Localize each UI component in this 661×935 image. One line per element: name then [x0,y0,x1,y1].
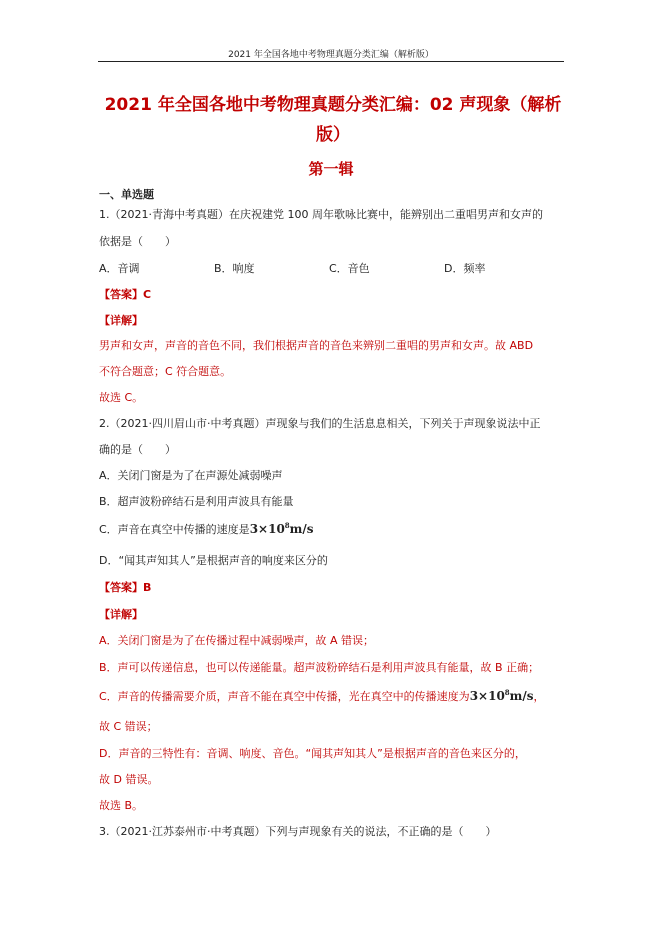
q1-option-b: B．响度 [214,262,255,275]
document-title-line1: 2021 年全国各地中考物理真题分类汇编：02 声现象（解析 [104,95,562,115]
page-header: 2021 年全国各地中考物理真题分类汇编（解析版） [228,50,434,60]
q3-stem-line1: 3.（2021·江苏泰州市·中考真题）下列与声现象有关的说法，不正确的是（ ） [99,825,497,838]
q2-detail-d-line2: 故 D 错误。 [99,773,159,786]
q2-detail-c-line2: 故 C 错误； [99,720,158,733]
document-title-line2: 版） [316,125,350,145]
q2-option-c-formula-base: 3×10 [249,522,285,536]
q2-answer: 【答案】B [99,581,152,594]
q1-detail-label: 【详解】 [99,314,143,327]
q2-detail-label: 【详解】 [99,608,143,621]
q2-detail-c-formula-unit: m/s [509,689,534,703]
document-subtitle: 第一辑 [308,160,354,178]
q2-detail-a: A．关闭门窗是为了在传播过程中减弱噪声，故 A 错误； [99,634,375,647]
q1-stem-line1: 1.（2021·青海中考真题）在庆祝建党 100 周年歌咏比赛中，能辨别出二重唱男声和女声的 [99,208,543,221]
header-rule [98,61,564,62]
q2-option-b: B．超声波粉碎结石是利用声波具有能量 [99,495,294,508]
q2-option-d: D．“闻其声知其人”是根据声音的响度来区分的 [99,554,328,567]
q1-stem-line2: 依据是（ ） [99,235,176,248]
q1-detail-line2: 不符合题意；C 符合题意。 [99,365,232,378]
q2-detail-b: B．声可以传递信息，也可以传递能量。超声波粉碎结石是利用声波具有能量，故 B 正确； [99,661,540,674]
q2-detail-c-formula [470,689,534,703]
q1-options [99,260,559,276]
q2-stem-line2: 确的是（ ） [99,443,176,456]
q1-conclusion: 故选 C。 [99,391,144,404]
q1-option-c: C．音色 [329,262,370,275]
q1-answer: 【答案】C [99,288,152,301]
q2-detail-c [99,688,545,704]
q2-option-c-formula-unit: m/s [289,522,314,536]
q2-option-a: A．关闭门窗是为了在声源处减弱噪声 [99,469,283,482]
q2-detail-c-text: C．声音的传播需要介质，声音不能在真空中传播，光在真空中的传播速度为 [99,690,470,703]
q2-conclusion: 故选 B。 [99,799,144,812]
q1-detail-line1: 男声和女声，声音的音色不同，我们根据声音的音色来辨别二重唱的男声和女声。故 ABD [99,339,534,352]
q2-detail-d-line1: D．声音的三特性有：音调、响度、音色。“闻其声知其人”是根据声音的音色来区分的， [99,747,526,760]
q2-option-c-formula [250,522,314,536]
q2-detail-c-formula-exponent: 8 [504,688,510,697]
q1-option-a: A．音调 [99,262,140,275]
q2-option-c-formula-exponent: 8 [284,521,290,530]
section-heading: 一、单选题 [99,188,154,201]
q1-option-d: D．频率 [444,262,486,275]
q2-detail-c-end: ， [533,690,545,703]
q2-detail-c-formula-base: 3×10 [469,689,505,703]
q2-option-c-text: C．声音在真空中传播的速度是 [99,523,250,536]
q2-option-c [99,521,314,537]
q2-stem-line1: 2.（2021·四川眉山市·中考真题）声现象与我们的生活息息相关，下列关于声现象说法中正 [99,417,541,430]
